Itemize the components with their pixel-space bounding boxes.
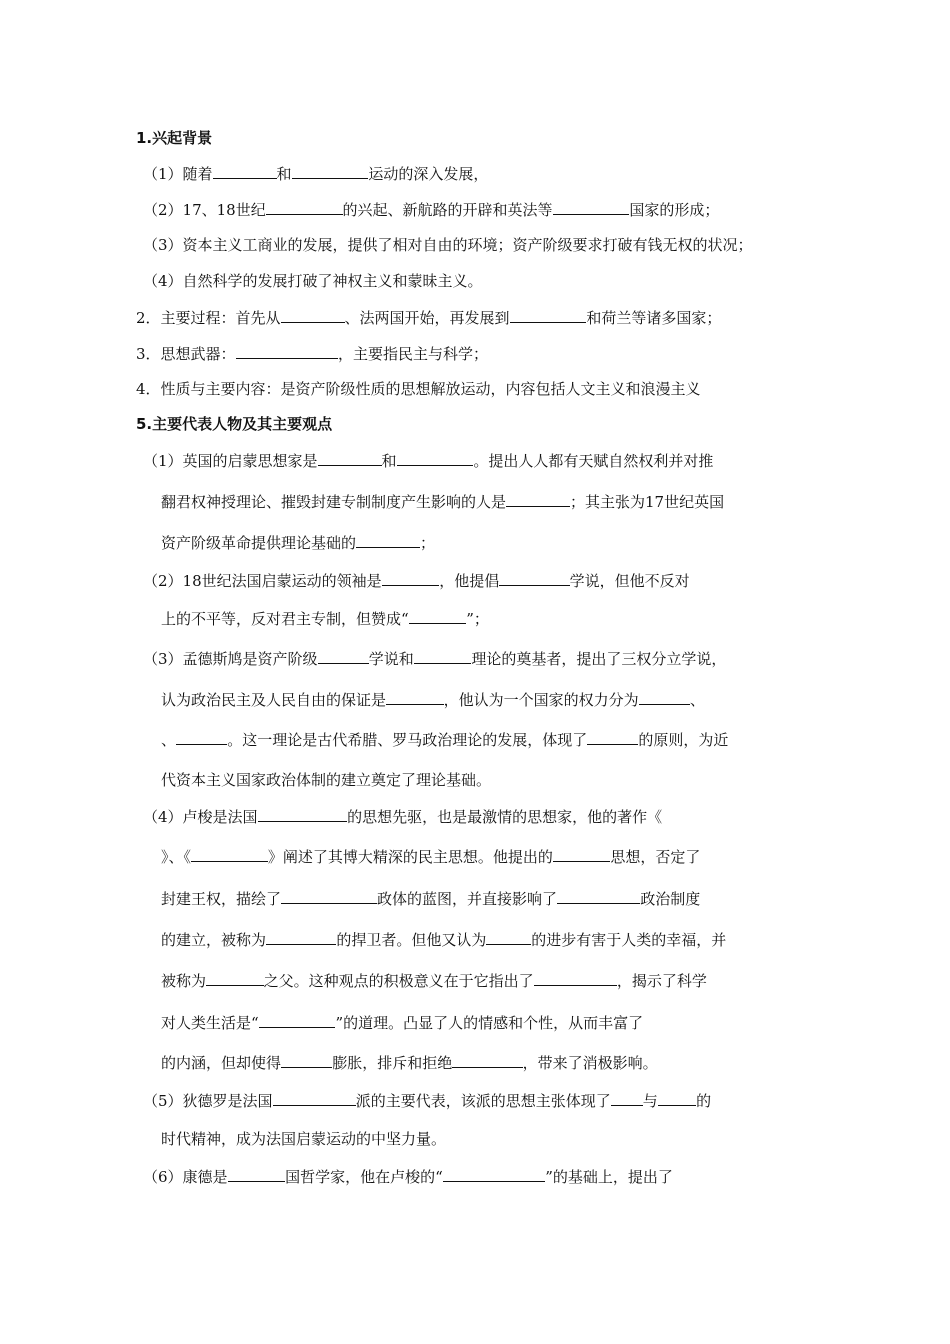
item-5-3-line-2: 认为政治民主及人民自由的保证是 ，他认为一个国家的权力分为 、 [161, 691, 705, 709]
answer-blank [443, 1166, 545, 1182]
item-5-4-line-7: 的内涵，但却使得 膨胀，排斥和拒绝 ，带来了消极影响。 [161, 1054, 658, 1072]
answer-blank [499, 570, 569, 586]
answer-blank [534, 970, 617, 986]
item-5-4-line-1: （4）卢梭是法国 的思想先驱，也是最激情的思想家，他的著作《 [143, 808, 663, 826]
answer-blank [397, 450, 474, 466]
item-5-4-line-4: 的建立，被称为 的捍卫者。但他又认为 的进步有害于人类的幸福，并 [161, 931, 727, 949]
item-5-5-line-2: 时代精神，成为法国启蒙运动的中坚力量。 [161, 1130, 447, 1148]
answer-blank [611, 1090, 643, 1106]
item-5-4-line-6: 对人类生活是“ ”的道理。凸显了人的情感和个性，从而丰富了 [161, 1014, 644, 1032]
answer-blank [266, 199, 343, 215]
answer-blank [281, 307, 345, 323]
answer-blank [273, 1090, 356, 1106]
section-2: 2．主要过程：首先从 、法两国开始，再发展到 和荷兰等诸多国家； [136, 309, 722, 327]
item-1-3: （3）资本主义工商业的发展，提供了相对自由的环境；资产阶级要求打破有钱无权的状况； [143, 236, 753, 254]
answer-blank [191, 846, 268, 862]
item-1-1: （1）随着 和 运动的深入发展， [143, 165, 489, 183]
answer-blank [318, 648, 369, 664]
answer-blank [356, 532, 420, 548]
answer-blank [176, 729, 227, 745]
item-5-6-line-1: （6）康德是 国哲学家，他在卢梭的“ ”的基础上，提出了 [143, 1168, 673, 1186]
answer-blank [206, 970, 264, 986]
item-5-3-line-1: （3）孟德斯鸠是资产阶级 学说和 理论的奠基者，提出了三权分立学说， [143, 650, 727, 668]
item-5-1-line-1: （1）英国的启蒙思想家是 和 。提出人人都有天赋自然权利并对推 [143, 452, 714, 470]
answer-blank [318, 450, 382, 466]
item-5-2-line-2: 上的不平等，反对君主专制，但赞成“ ”； [161, 610, 489, 628]
answer-blank [452, 1052, 522, 1068]
answer-blank [281, 1052, 332, 1068]
item-5-4-line-2: 》、《 》阐述了其博大精深的民主思想。他提出的 思想，否定了 [161, 848, 701, 866]
answer-blank [382, 570, 440, 586]
item-5-3-line-4: 代资本主义国家政治体制的建立奠定了理论基础。 [161, 771, 492, 789]
item-5-1-line-3: 资产阶级革命提供理论基础的 ； [161, 534, 436, 552]
answer-blank [292, 163, 369, 179]
item-5-4-line-3: 封建王权，描绘了 政体的蓝图，并直接影响了 政治制度 [161, 890, 701, 908]
item-1-2: （2）17、18世纪 的兴起、新航路的开辟和英法等 国家的形成； [143, 201, 720, 219]
answer-blank [386, 689, 444, 705]
answer-blank [228, 1166, 286, 1182]
answer-blank [266, 929, 336, 945]
answer-blank [553, 199, 630, 215]
item-1-4: （4）自然科学的发展打破了神权主义和蒙昧主义。 [143, 272, 483, 290]
section-4: 4．性质与主要内容：是资产阶级性质的思想解放运动，内容包括人文主义和浪漫主义 [136, 380, 701, 398]
answer-blank [510, 307, 587, 323]
answer-blank [587, 729, 638, 745]
answer-blank [506, 491, 570, 507]
answer-blank [409, 608, 467, 624]
answer-blank [658, 1090, 696, 1106]
item-5-1-line-2: 翻君权神授理论、摧毁封建专制制度产生影响的人是 ；其主张为17世纪英国 [161, 493, 725, 511]
item-5-3-line-3: 、 。这一理论是古代希腊、罗马政治理论的发展，体现了 的原则，为近 [161, 731, 729, 749]
answer-blank [414, 648, 472, 664]
answer-blank [213, 163, 277, 179]
answer-blank [557, 888, 640, 904]
answer-blank [639, 689, 690, 705]
answer-blank [259, 1012, 336, 1028]
answer-blank [258, 806, 348, 822]
item-5-2-line-1: （2）18世纪法国启蒙运动的领袖是 ，他提倡 学说，但他不反对 [143, 572, 690, 590]
section-1-heading: 1.兴起背景 [136, 129, 213, 147]
answer-blank [553, 846, 611, 862]
answer-blank [281, 888, 377, 904]
item-5-4-line-5: 被称为 之父。这种观点的积极意义在于它指出了 ，揭示了科学 [161, 972, 707, 990]
section-3: 3．思想武器： ，主要指民主与科学； [136, 345, 488, 363]
section-5-heading: 5.主要代表人物及其主要观点 [136, 415, 333, 433]
answer-blank [236, 343, 338, 359]
item-5-5-line-1: （5）狄德罗是法国 派的主要代表，该派的思想主张体现了 与 的 [143, 1092, 712, 1110]
answer-blank [486, 929, 531, 945]
